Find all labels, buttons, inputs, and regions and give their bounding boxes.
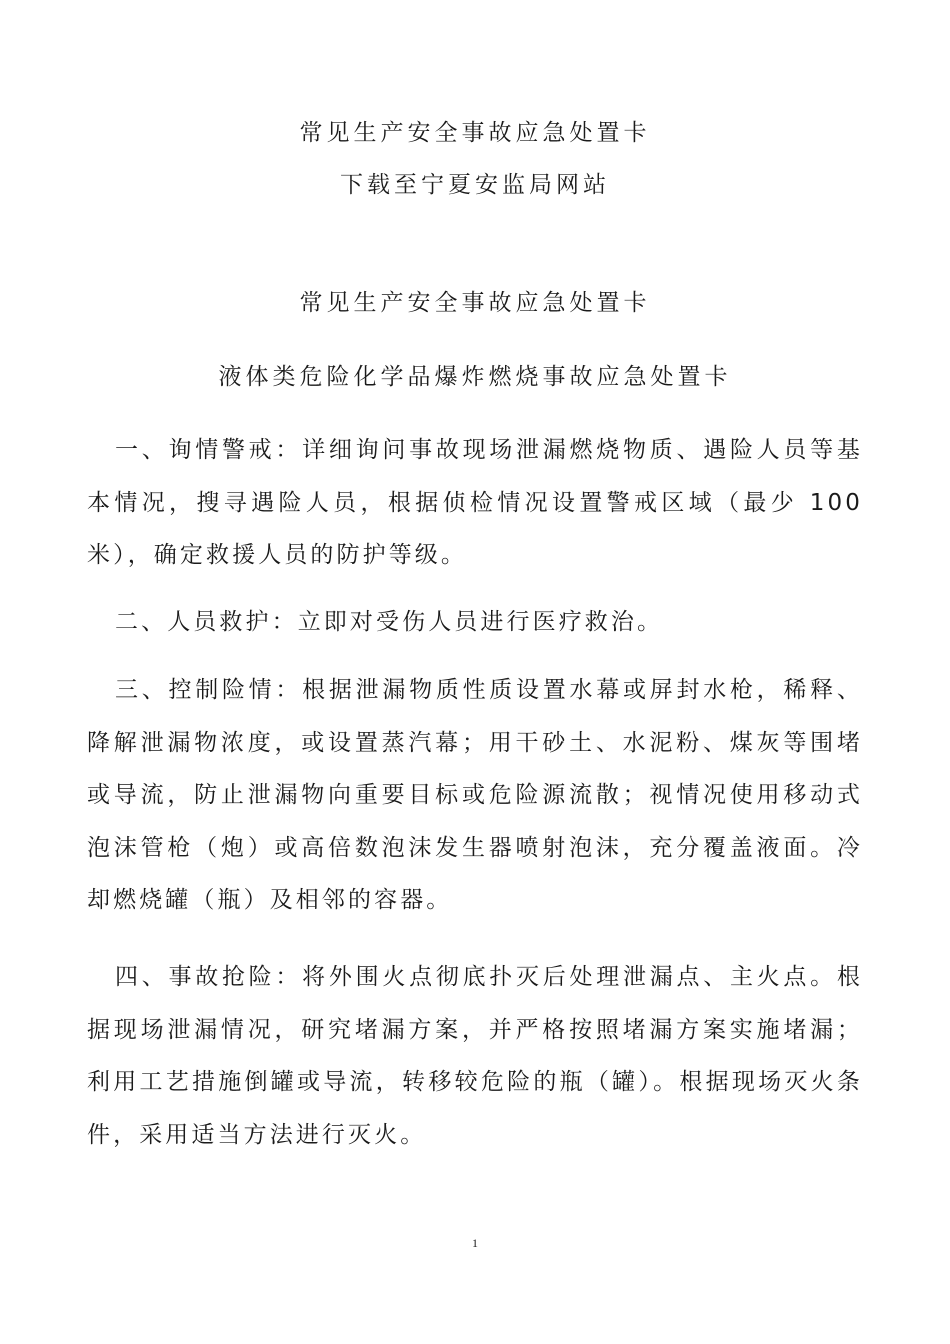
page-number: 1 — [472, 1236, 478, 1250]
header-subtitle: 下载至宁夏安监局网站 — [340, 172, 610, 198]
paragraph-personnel-rescue: 二、人员救护：立即对受伤人员进行医疗救治。 — [115, 609, 664, 635]
card-title: 液体类危险化学品爆炸燃烧事故应急处置卡 — [218, 364, 732, 390]
paragraph-control-danger: 三、控制险情：根据泄漏物质性质设置水幕或屏封水枪，稀释、降解泄漏物浓度，或设置蒸汽幕；用干砂土、水泥粉、煤灰等围堵或导流，防止泄漏物向重要目标或危险源流散；视情况使用移动式泡沫管枪（炮）或高倍数泡沫发生器喷射泡沫，充分覆盖液面。冷却燃烧罐（瓶）及相邻的容器。 — [87, 677, 863, 913]
section-title: 常见生产安全事故应急处置卡 — [299, 290, 651, 316]
paragraph-accident-rescue: 四、事故抢险：将外围火点彻底扑灭后处理泄漏点、主火点。根据现场泄漏情况，研究堵漏方案，并严格按照堵漏方案实施堵漏；利用工艺措施倒罐或导流，转移较危险的瓶（罐）。根据现场灭火条件，采用适当方法进行灭火。 — [87, 964, 863, 1148]
paragraph-inquiry-warning: 一、询情警戒：详细询问事故现场泄漏燃烧物质、遇险人员等基本情况，搜寻遇险人员，根据侦检情况设置警戒区域（最少 100 米），确定救援人员的防护等级。 — [87, 437, 863, 568]
header-title: 常见生产安全事故应急处置卡 — [299, 120, 651, 146]
